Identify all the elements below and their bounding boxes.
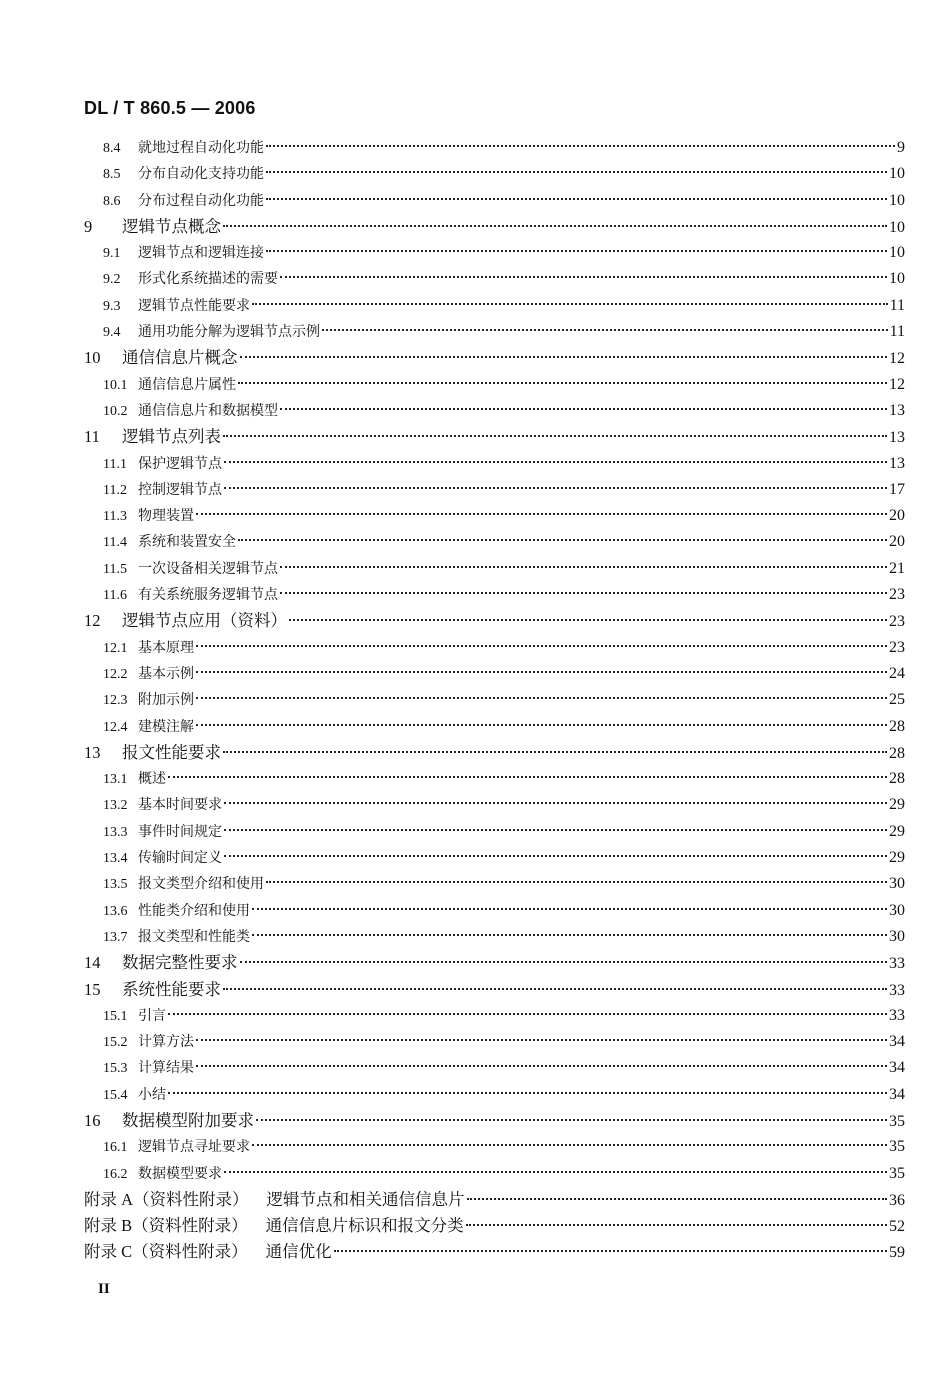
- dot-leader: [266, 881, 887, 883]
- dot-leader: [224, 461, 887, 463]
- toc-entry-number: 11.3: [103, 509, 127, 525]
- toc-entry-number: 11.4: [103, 535, 127, 551]
- toc-section-entry[interactable]: [0, 293, 905, 319]
- dot-leader: [196, 645, 887, 647]
- toc-entry-number: 11.1: [103, 456, 127, 472]
- toc-entry-title: 通信优化: [265, 1242, 332, 1262]
- toc-entry-title: 建模注解: [138, 718, 194, 735]
- toc-entry-page: 20: [889, 533, 905, 551]
- toc-entry-number: 12.3: [103, 693, 128, 709]
- toc-section-entry[interactable]: [0, 871, 905, 897]
- toc-entry-number: 13.4: [103, 851, 128, 867]
- toc-entry-number: 16.2: [103, 1166, 128, 1182]
- toc-entry-page: 28: [889, 717, 905, 735]
- toc-entry-title: 引言: [138, 1007, 166, 1024]
- toc-entry-title: 计算方法: [138, 1034, 194, 1051]
- dot-leader: [240, 961, 888, 963]
- toc-entry-page: 10: [889, 218, 905, 236]
- dot-leader: [224, 487, 887, 489]
- toc-entry-title: 形式化系统描述的需要: [138, 271, 278, 288]
- toc-entry-number: 11: [84, 427, 100, 447]
- dot-leader: [238, 382, 887, 384]
- dot-leader: [240, 356, 888, 358]
- toc-entry-page: 29: [889, 796, 905, 814]
- toc-section-entry[interactable]: [0, 135, 905, 161]
- toc-entry-number: 附录 B（资料性附录）: [84, 1216, 248, 1236]
- toc-entry-page: 23: [889, 638, 905, 656]
- dot-leader: [252, 908, 887, 910]
- toc-entry-page: 28: [889, 744, 905, 762]
- toc-section-entry[interactable]: [0, 792, 905, 818]
- toc-entry-page: 11: [889, 296, 905, 314]
- toc-entry-title: 传输时间定义: [138, 850, 222, 867]
- toc-entry-title: 逻辑节点应用（资料）: [122, 611, 287, 631]
- standard-code-header: DL / T 860.5 — 2006: [84, 98, 256, 118]
- toc-entry-number: 11.5: [103, 561, 127, 577]
- toc-section-entry[interactable]: [0, 372, 905, 398]
- toc-appendix-entry[interactable]: [0, 1187, 905, 1213]
- toc-entry-title: 分布过程自动化功能: [138, 192, 264, 209]
- dot-leader: [223, 435, 887, 437]
- toc-entry-number: 15.3: [103, 1061, 128, 1077]
- toc-entry-page: 13: [889, 401, 905, 419]
- toc-entry-page: 33: [889, 1006, 905, 1024]
- toc-entry-title: 一次设备相关逻辑节点: [138, 560, 278, 577]
- dot-leader: [322, 329, 888, 331]
- toc-entry-title: 通信信息片属性: [138, 376, 236, 393]
- toc-entry-number: 11.2: [103, 482, 127, 498]
- toc-entry-number: 12: [84, 611, 101, 631]
- toc-entry-title: 逻辑节点和相关通信信息片: [266, 1189, 465, 1209]
- dot-leader: [252, 1144, 887, 1146]
- toc-section-entry[interactable]: [0, 766, 905, 792]
- toc-entry-page: 29: [889, 822, 905, 840]
- dot-leader: [223, 988, 887, 990]
- toc-entry-title: 就地过程自动化功能: [138, 140, 264, 156]
- toc-entry-page: 34: [889, 1085, 905, 1103]
- dot-leader: [168, 1013, 887, 1015]
- toc-entry-number: 14: [84, 953, 101, 973]
- dot-leader: [196, 724, 887, 726]
- toc-entry-page: 10: [889, 270, 905, 288]
- toc-entry-page: 30: [889, 927, 905, 945]
- toc-entry-page: 12: [889, 375, 905, 393]
- toc-entry-page: 29: [889, 849, 905, 867]
- toc-entry-title: 物理装置: [138, 508, 194, 525]
- toc-section-entry[interactable]: [0, 1003, 905, 1029]
- dot-leader: [280, 276, 887, 278]
- toc-entry-title: 基本示例: [138, 665, 194, 682]
- toc-section-entry[interactable]: [0, 714, 905, 740]
- toc-entry-title: 数据模型附加要求: [122, 1110, 254, 1130]
- dot-leader: [196, 513, 887, 515]
- toc-chapter-entry[interactable]: [0, 740, 905, 766]
- toc-entry-number: 附录 A（资料性附录）: [84, 1189, 249, 1209]
- toc-entry-number: 15.1: [103, 1008, 128, 1024]
- toc-entry-number: 13.5: [103, 877, 128, 893]
- dot-leader: [266, 250, 887, 252]
- toc-section-entry[interactable]: [0, 1161, 905, 1187]
- dot-leader: [266, 145, 895, 147]
- toc-entry-page: 25: [889, 691, 905, 709]
- toc-entry-page: 30: [889, 901, 905, 919]
- toc-entry-title: 附加示例: [138, 692, 194, 709]
- toc-entry-page: 10: [889, 191, 905, 209]
- dot-leader: [196, 671, 887, 673]
- dot-leader: [256, 1119, 887, 1121]
- toc-section-entry[interactable]: [0, 924, 905, 950]
- toc-entry-title: 系统性能要求: [122, 979, 221, 999]
- dot-leader: [289, 619, 887, 621]
- dot-leader: [224, 802, 887, 804]
- toc-section-entry[interactable]: [0, 556, 905, 582]
- toc-section-entry[interactable]: [0, 319, 905, 345]
- toc-entry-page: 35: [889, 1164, 905, 1182]
- toc-entry-title: 小结: [138, 1086, 166, 1103]
- toc-section-entry[interactable]: [0, 1134, 905, 1160]
- toc-entry-page: 10: [889, 165, 905, 183]
- toc-entry-title: 事件时间规定: [138, 823, 222, 840]
- toc-entry-page: 35: [889, 1112, 905, 1130]
- toc-entry-number: 13.2: [103, 798, 128, 814]
- dot-leader: [223, 751, 887, 753]
- toc-entry-number: 13.7: [103, 929, 128, 945]
- dot-leader: [196, 1039, 887, 1041]
- toc-entry-number: 9.4: [103, 325, 121, 341]
- toc-entry-number: 8.5: [103, 167, 121, 183]
- toc-entry-title: 通用功能分解为逻辑节点示例: [138, 324, 320, 341]
- toc-section-entry[interactable]: [0, 582, 905, 608]
- toc-section-entry[interactable]: [0, 188, 905, 214]
- toc-entry-title: 概述: [138, 771, 166, 788]
- toc-entry-number: 9.1: [103, 246, 121, 262]
- dot-leader: [467, 1198, 887, 1200]
- toc-entry-page: 59: [889, 1244, 905, 1262]
- toc-entry-number: 10: [84, 348, 101, 368]
- toc-entry-number: 16.1: [103, 1140, 128, 1156]
- toc-entry-title: 保护逻辑节点: [138, 455, 222, 472]
- toc-entry-page: 33: [889, 981, 905, 999]
- toc-chapter-entry[interactable]: [0, 1108, 905, 1134]
- toc-section-entry[interactable]: [0, 529, 905, 555]
- toc-entry-page: 34: [889, 1059, 905, 1077]
- dot-leader: [266, 171, 887, 173]
- toc-entry-number: 10.2: [103, 403, 128, 419]
- toc-entry-title: 基本原理: [138, 639, 194, 656]
- toc-section-entry[interactable]: [0, 1055, 905, 1081]
- toc-section-entry[interactable]: [0, 398, 905, 424]
- toc-entry-title: 控制逻辑节点: [138, 481, 222, 498]
- dot-leader: [280, 566, 887, 568]
- toc-entry-title: 报文性能要求: [122, 742, 221, 762]
- toc-appendix-entry[interactable]: [0, 1239, 905, 1265]
- toc-section-entry[interactable]: [0, 266, 905, 292]
- toc-entry-title: 逻辑节点性能要求: [138, 297, 250, 314]
- toc-entry-title: 有关系统服务逻辑节点: [138, 587, 278, 604]
- toc-entry-number: 8.4: [103, 141, 121, 156]
- dot-leader: [252, 934, 887, 936]
- toc-appendix-entry[interactable]: [0, 1213, 905, 1239]
- toc-section-entry[interactable]: [0, 1029, 905, 1055]
- dot-leader: [224, 829, 887, 831]
- toc-entry-number: 13: [84, 742, 101, 762]
- toc-entry-number: 15.4: [103, 1087, 128, 1103]
- toc-chapter-entry[interactable]: [0, 214, 905, 240]
- toc-entry-title: 基本时间要求: [138, 797, 222, 814]
- toc-entry-title: 报文类型和性能类: [138, 928, 250, 945]
- dot-leader: [196, 697, 887, 699]
- toc-entry-page: 11: [889, 323, 905, 341]
- dot-leader: [238, 539, 887, 541]
- toc-entry-number: 12.1: [103, 640, 128, 656]
- dot-leader: [224, 1171, 887, 1173]
- toc-entry-number: 9.3: [103, 298, 121, 314]
- toc-entry-page: 36: [889, 1191, 905, 1209]
- toc-entry-page: 10: [889, 244, 905, 262]
- table-of-contents: [0, 135, 950, 1266]
- toc-entry-title: 计算结果: [138, 1060, 194, 1077]
- toc-chapter-entry[interactable]: [0, 977, 905, 1003]
- toc-entry-title: 分布自动化支持功能: [138, 166, 264, 183]
- dot-leader: [168, 1092, 887, 1094]
- toc-entry-number: 附录 C（资料性附录）: [84, 1242, 248, 1262]
- toc-section-entry[interactable]: [0, 161, 905, 187]
- toc-section-entry[interactable]: [0, 1082, 905, 1108]
- toc-section-entry[interactable]: [0, 451, 905, 477]
- toc-section-entry[interactable]: [0, 687, 905, 713]
- toc-section-entry[interactable]: [0, 845, 905, 871]
- dot-leader: [280, 408, 887, 410]
- dot-leader: [223, 225, 887, 227]
- dot-leader: [334, 1250, 887, 1252]
- toc-entry-page: 24: [889, 664, 905, 682]
- toc-section-entry[interactable]: [0, 240, 905, 266]
- toc-entry-page: 52: [889, 1218, 905, 1236]
- toc-section-entry[interactable]: [0, 661, 905, 687]
- toc-entry-number: 13.3: [103, 824, 128, 840]
- toc-entry-number: 10.1: [103, 377, 128, 393]
- toc-entry-title: 性能类介绍和使用: [138, 902, 250, 919]
- toc-entry-title: 数据完整性要求: [122, 953, 238, 973]
- toc-entry-page: 20: [889, 507, 905, 525]
- toc-entry-title: 通信信息片和数据模型: [138, 402, 278, 419]
- toc-entry-page: 35: [889, 1138, 905, 1156]
- toc-entry-page: 12: [889, 350, 905, 368]
- toc-entry-number: 15: [84, 979, 101, 999]
- toc-entry-title: 逻辑节点列表: [122, 427, 221, 447]
- toc-chapter-entry[interactable]: [0, 424, 905, 450]
- toc-section-entry[interactable]: [0, 477, 905, 503]
- toc-entry-title: 数据模型要求: [138, 1165, 222, 1182]
- toc-entry-number: 16: [84, 1110, 101, 1130]
- toc-section-entry[interactable]: [0, 635, 905, 661]
- page-number: II: [98, 1281, 110, 1297]
- toc-entry-page: 28: [889, 770, 905, 788]
- toc-entry-title: 逻辑节点概念: [122, 216, 221, 236]
- toc-entry-number: 12.2: [103, 666, 128, 682]
- dot-leader: [224, 855, 887, 857]
- toc-entry-number: 15.2: [103, 1035, 128, 1051]
- toc-entry-title: 系统和装置安全: [138, 534, 236, 551]
- toc-chapter-entry[interactable]: [0, 950, 905, 976]
- toc-entry-page: 21: [889, 559, 905, 577]
- toc-entry-page: 9: [897, 139, 905, 156]
- toc-chapter-entry[interactable]: [0, 608, 905, 634]
- dot-leader: [280, 592, 887, 594]
- dot-leader: [196, 1065, 887, 1067]
- toc-entry-page: 13: [889, 454, 905, 472]
- toc-entry-title: 逻辑节点和逻辑连接: [138, 245, 264, 262]
- toc-entry-page: 34: [889, 1033, 905, 1051]
- toc-entry-number: 8.6: [103, 193, 121, 209]
- toc-entry-number: 9: [84, 216, 93, 236]
- dot-leader: [466, 1224, 887, 1226]
- toc-entry-number: 13.6: [103, 903, 128, 919]
- dot-leader: [266, 198, 887, 200]
- toc-chapter-entry[interactable]: [0, 345, 905, 371]
- toc-section-entry[interactable]: [0, 898, 905, 924]
- toc-entry-title: 逻辑节点寻址要求: [138, 1139, 250, 1156]
- toc-entry-page: 23: [889, 613, 905, 631]
- toc-entry-number: 12.4: [103, 719, 128, 735]
- toc-entry-page: 17: [889, 480, 905, 498]
- toc-entry-page: 33: [889, 955, 905, 973]
- toc-entry-title: 报文类型介绍和使用: [138, 876, 264, 893]
- dot-leader: [252, 303, 888, 305]
- toc-entry-number: 9.2: [103, 272, 121, 288]
- toc-entry-number: 13.1: [103, 772, 128, 788]
- toc-section-entry[interactable]: [0, 819, 905, 845]
- toc-entry-page: 30: [889, 875, 905, 893]
- toc-entry-number: 11.6: [103, 588, 127, 604]
- dot-leader: [168, 776, 887, 778]
- toc-entry-title: 通信信息片概念: [122, 348, 238, 368]
- toc-entry-page: 23: [889, 586, 905, 604]
- toc-entry-title: 通信信息片标识和报文分类: [265, 1216, 464, 1236]
- toc-entry-page: 13: [889, 429, 905, 447]
- toc-section-entry[interactable]: [0, 503, 905, 529]
